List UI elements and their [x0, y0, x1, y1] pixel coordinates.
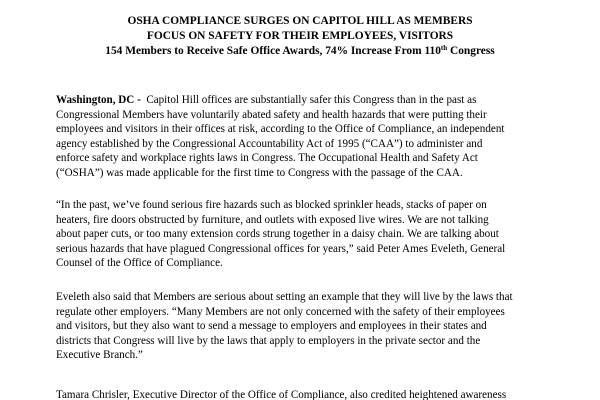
paragraph-1-line-1-text: Capitol Hill offices are substantially safer this Congress than in the past as [140, 94, 477, 106]
dateline: Washington, DC - [56, 94, 141, 106]
paragraph-3-line-2: regulate other employers. “Many Members are not only concerned with the safety of their employees [56, 305, 505, 318]
subheadline-main: 154 Members to Receive Safe Office Awards, 74% Increase From 110 [105, 45, 441, 57]
subheadline-tail: Congress [447, 45, 495, 57]
paragraph-1-line-4: agency established by the Congressional Accountability Act of 1995 (“CAA”) to administer and [56, 137, 483, 150]
paragraph-1-line-2: Congressional Members have voluntarily abated safety and health hazards that were putting their [56, 108, 487, 121]
paragraph-2-line-1: “In the past, we’ve found serious fire hazards such as blocked sprinkler heads, stacks of paper on [56, 199, 487, 211]
paragraph-3 [56, 290, 576, 363]
paragraph-4-line-1: Tamara Chrisler, Executive Director of the Office of Compliance, also credited heightened awareness [56, 389, 507, 400]
headline-line-1: OSHA COMPLIANCE SURGES ON CAPITOL HILL AS MEMBERS [127, 15, 473, 27]
paragraph-1 [56, 93, 576, 180]
paragraph-4 [56, 388, 576, 400]
subheadline [40, 44, 560, 59]
paragraph-1-line-1 [56, 93, 576, 108]
paragraph-2-line-3: about paper cuts, or too many extension cords strung together in a daisy chain. We are talking about [56, 228, 499, 241]
paragraph-2 [56, 198, 576, 271]
paragraph-2-line-5: Counsel of the Office of Compliance. [56, 257, 223, 270]
paragraph-3-line-5: Executive Branch.” [56, 349, 143, 362]
paragraph-2-line-4: serious hazards that have plagued Congressional offices for years,” said Peter Ames Eveleth, General [56, 242, 506, 255]
paragraph-1-line-5: enforce safety and workplace rights laws in Congress. The Occupational Health and Safety Act [56, 152, 478, 165]
headline-line-2: FOCUS ON SAFETY FOR THEIR EMPLOYEES, VISITORS [146, 30, 454, 42]
subheadline-ordinal-suffix: th [440, 44, 448, 52]
paragraph-3-line-3: and visitors, but they also want to send a message to employers and employees in their states and [56, 320, 487, 333]
paragraph-1-line-3: employees and visitors in their offices at risk, according to the Office of Compliance, an independent [56, 123, 505, 136]
paragraph-3-line-1: Eveleth also said that Members are serious about setting an example that they will live by the laws that [56, 291, 513, 303]
paragraph-3-line-4: districts that Congress will live by the laws that apply to employers in the private sector and the [56, 334, 481, 347]
paragraph-2-line-2: heaters, fire doors obstructed by furniture, and outlets with exposed live wires. We are not talking [56, 213, 489, 226]
paragraph-1-line-6: (“OSHA”) was made applicable for the first time to Congress with the passage of the CAA. [56, 166, 463, 179]
